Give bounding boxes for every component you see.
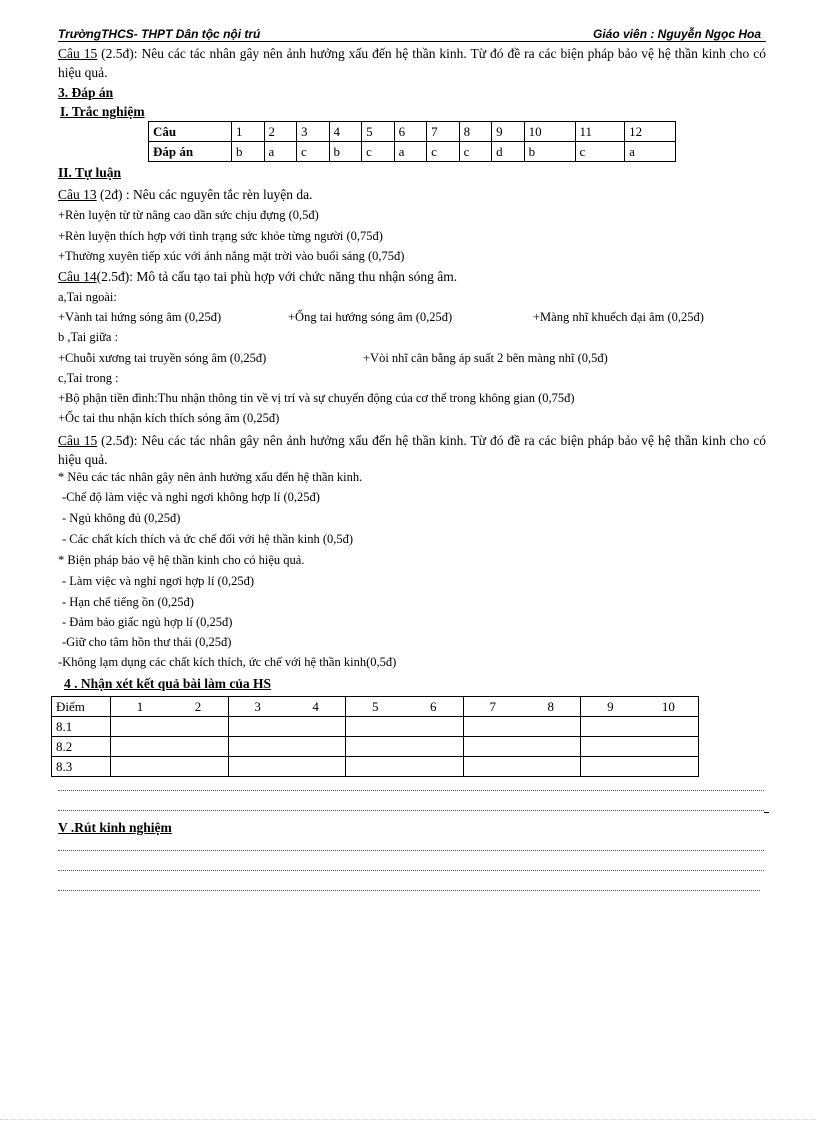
question-number: 7	[427, 122, 460, 142]
grade-table-header-row	[52, 697, 699, 717]
q14-b-heading: b ,Tai giữa :	[58, 330, 119, 344]
q14-a-item: +Màng nhĩ khuếch đại âm (0,25đ)	[533, 310, 704, 324]
score-pair	[228, 697, 346, 717]
q14-b-item: +Vòi nhĩ cân bằng áp suất 2 bên màng nhĩ (0,5đ)	[363, 351, 608, 365]
grade-table-row	[52, 717, 699, 737]
score-label: 6	[429, 698, 437, 714]
score-label: 10	[661, 698, 675, 714]
header-school: TrườngTHCS- THPT Dân tộc nội trú	[58, 27, 261, 41]
answer-value: b	[329, 142, 362, 162]
intro-question	[58, 44, 766, 82]
intro-question-label: Câu 15	[58, 46, 98, 61]
score-label: 8	[547, 698, 555, 714]
comment-dotted-line	[58, 810, 764, 811]
question-number: 11	[575, 122, 625, 142]
score-pair	[581, 697, 699, 717]
grade-cell	[346, 737, 464, 757]
answer-value: a	[394, 142, 427, 162]
grade-table	[51, 696, 699, 777]
q14-c-item: +Ốc tai thu nhận kích thích sóng âm (0,25đ)	[58, 411, 280, 425]
grade-cell	[228, 737, 346, 757]
question-number: 3	[297, 122, 330, 142]
grade-cell	[581, 737, 699, 757]
notes-dotted-line	[58, 890, 760, 891]
grade-table-row	[52, 757, 699, 777]
score-label: 4	[312, 698, 319, 714]
answer-value: c	[362, 142, 395, 162]
header-divider	[58, 41, 766, 42]
q13-item: +Rèn luyện từ từ nâng cao dần sức chịu đựng (0,5đ)	[58, 208, 319, 222]
score-pair	[111, 697, 229, 717]
score-label: 5	[371, 698, 379, 714]
q15-measure: - Đảm bảo giấc ngủ hợp lí (0,25đ)	[62, 615, 233, 629]
question-number: 8	[459, 122, 492, 142]
class-label: 8.1	[52, 717, 111, 737]
section4-title: 4 . Nhận xét kết quả bài làm của HS	[64, 676, 272, 691]
q15-heading	[58, 431, 766, 469]
q14-b-item: +Chuỗi xương tai truyền sóng âm (0,25đ)	[58, 351, 267, 365]
grade-table-row	[52, 737, 699, 757]
q14-heading	[58, 269, 457, 285]
q13-text: (2đ) : Nêu các nguyên tắc rèn luyện da.	[96, 187, 313, 202]
q14-c-item: +Bộ phận tiền đình:Thu nhận thông tin về vị trí và sự chuyển động của cơ thể trong không gian (0,75đ)	[58, 391, 575, 405]
q15-text: (2.5đ): Nêu các tác nhân gây nên ảnh hưởng xấu đến hệ thần kinh. Từ đó đề ra các biện pháp bảo vệ hệ thần kinh cho có hiệu quả.	[58, 433, 766, 467]
section5-title: V .Rút kinh nghiệm	[58, 820, 172, 835]
score-label: 9	[607, 698, 614, 714]
q14-a-item: +Vành tai hứng sóng âm (0,25đ)	[58, 310, 222, 324]
score-label: 1	[136, 698, 144, 714]
q13-item: +Rèn luyện thích hợp với tình trạng sức khỏe từng người (0,75đ)	[58, 229, 383, 243]
q14-a-heading: a,Tai ngoài:	[58, 290, 117, 304]
notes-dotted-line	[58, 870, 764, 871]
dash-mark	[764, 812, 769, 813]
answer-value: b	[524, 142, 575, 162]
question-number: 12	[625, 122, 676, 142]
intro-question-text: (2.5đ): Nêu các tác nhân gây nên ảnh hưởng xấu đến hệ thần kinh. Từ đó đề ra các biện pháp bảo vệ hệ thần kinh cho có hiệu quả.	[58, 46, 766, 80]
answer-value: a	[264, 142, 297, 162]
question-number: 5	[362, 122, 395, 142]
header-teacher: Giáo viên : Nguyễn Ngọc Hoa	[593, 27, 762, 41]
q13-label: Câu 13	[58, 187, 97, 202]
class-label: 8.2	[52, 737, 111, 757]
answer-value: c	[427, 142, 460, 162]
question-number: 6	[394, 122, 427, 142]
q15-last: -Không lạm dụng các chất kích thích, ức chế với hệ thần kinh(0,5đ)	[58, 655, 397, 669]
answer-value: c	[297, 142, 330, 162]
q14-label: Câu 14	[58, 269, 97, 284]
answer-table	[148, 121, 676, 162]
notes-dotted-line	[58, 850, 764, 851]
grade-cell	[228, 717, 346, 737]
q15-causes-title: * Nêu các tác nhân gây nên ảnh hưởng xấu đến hệ thần kinh.	[58, 470, 363, 484]
score-label: 7	[489, 698, 497, 714]
answer-value: a	[625, 142, 676, 162]
answer-value: c	[459, 142, 492, 162]
grade-cell	[111, 757, 229, 777]
answer-value: d	[492, 142, 525, 162]
q15-label: Câu 15	[58, 433, 98, 448]
class-label: 8.3	[52, 757, 111, 777]
q15-measure: - Làm việc và nghỉ ngơi hợp lí (0,25đ)	[62, 574, 254, 588]
grade-cell	[346, 717, 464, 737]
q14-c-heading: c,Tai trong :	[58, 371, 119, 385]
row-label-cau: Câu	[149, 122, 232, 142]
part2-title: II. Tự luận	[58, 165, 122, 180]
row-label-dap-an: Đáp án	[149, 142, 232, 162]
score-label: 3	[254, 698, 261, 714]
grade-cell	[111, 717, 229, 737]
grade-cell	[463, 757, 581, 777]
q15-cause: - Các chất kích thích và ức chế đối với hệ thần kinh (0,5đ)	[62, 532, 354, 546]
q14-text: (2.5đ): Mô tả cấu tạo tai phù hợp với chức năng thu nhận sóng âm.	[96, 269, 458, 284]
page-bottom-border	[0, 1119, 816, 1120]
q15-cause: -Chế độ làm việc và nghỉ ngơi không hợp lí (0,25đ)	[62, 490, 320, 504]
grade-cell	[581, 717, 699, 737]
section3-title: 3. Đáp án	[58, 85, 114, 100]
answer-table-question-row	[149, 122, 676, 142]
grade-cell	[581, 757, 699, 777]
comment-dotted-line	[58, 790, 764, 791]
grade-cell	[463, 717, 581, 737]
question-number: 4	[329, 122, 362, 142]
score-label: 2	[194, 698, 202, 714]
part1-title: I. Trắc nghiệm	[60, 104, 145, 119]
score-pair	[463, 697, 581, 717]
q15-measure: -Giữ cho tâm hồn thư thái (0,25đ)	[62, 635, 232, 649]
q13-heading	[58, 187, 313, 203]
q15-cause: - Ngủ không đủ (0,25đ)	[62, 511, 181, 525]
grade-header-label: Điểm	[52, 697, 111, 717]
answer-value: b	[232, 142, 265, 162]
grade-cell	[463, 737, 581, 757]
q15-measure: - Hạn chế tiếng ồn (0,25đ)	[62, 595, 194, 609]
q14-a-item: +Ống tai hướng sóng âm (0,25đ)	[288, 310, 453, 324]
answer-value: c	[575, 142, 625, 162]
answer-table-answer-row	[149, 142, 676, 162]
question-number: 2	[264, 122, 297, 142]
question-number: 10	[524, 122, 575, 142]
q13-item: +Thường xuyên tiếp xúc với ánh nắng mặt trời vào buổi sáng (0,75đ)	[58, 249, 405, 263]
question-number: 1	[232, 122, 265, 142]
q15-measures-title: * Biện pháp bảo vệ hệ thần kinh cho có hiệu quả.	[58, 553, 305, 567]
grade-cell	[111, 737, 229, 757]
question-number: 9	[492, 122, 525, 142]
grade-cell	[228, 757, 346, 777]
grade-cell	[346, 757, 464, 777]
score-pair	[346, 697, 464, 717]
